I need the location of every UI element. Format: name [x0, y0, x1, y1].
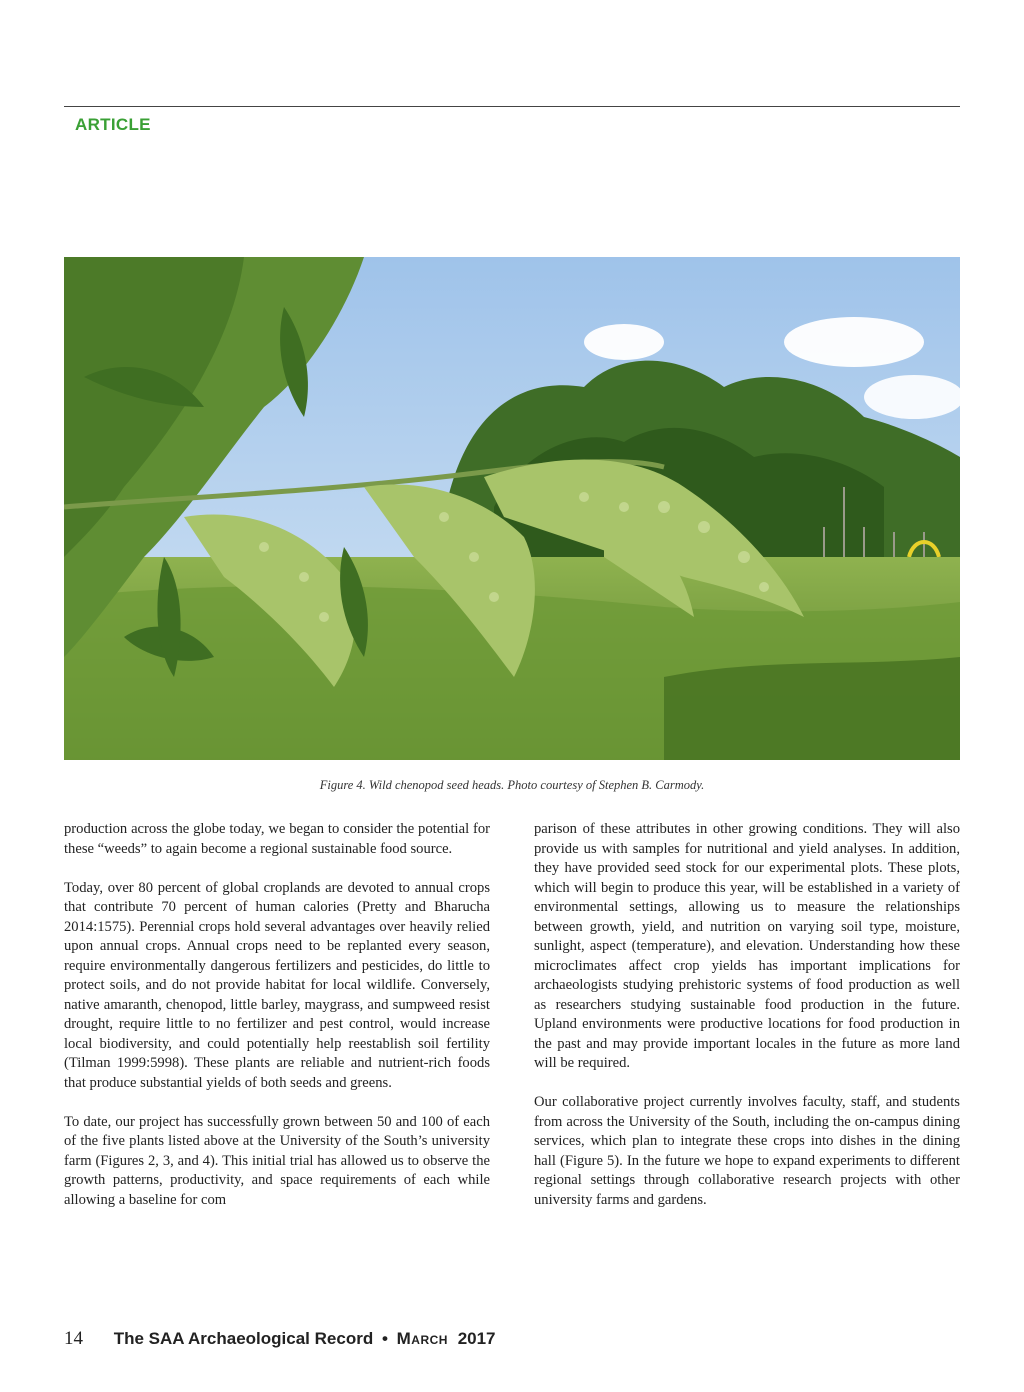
- section-label: ARTICLE: [75, 115, 151, 134]
- issue-month: March: [396, 1329, 448, 1348]
- paragraph: production across the globe today, we began to consider the potential for these “weeds” to again become a regional sustainable food source.: [64, 821, 490, 857]
- paragraph: Today, over 80 percent of global croplands are devoted to annual crops that contribute 70 percent of human calories (Pretty and Bharucha 2014:1575). Perennial crops hold several advantages over heavily relied upon annual crops. Annual crops need to be replanted every season, require environmentally dangerous fertilizers and pesticides, do little to protect soils, and do not provide habitat for local wildlife. Conversely, native amaranth, chenopod, little barley, maygrass, and sumpweed resist drought, require little to no fertilizer and pest control, would increase local biodiversity, and could potentially help reestablish soil fertility (Tilman 1999:5998). These plants are reliable and nutrient-rich foods that produce substantial yields of both seeds and greens.: [64, 879, 490, 1091]
- paragraph: parison of these attributes in other growing conditions. They will also provide us with samples for nutritional and yield analyses. In addition, they have provided seed stock for our experimental plots. These plots, which will begin to produce this year, will be established in a variety of environmental settings, allowing us to measure the relationships between growth, yield, and nutrition on varying soil type, moisture, sunlight, aspect (temperature), and elevation. Understanding how these microclimates affect crop yields has important implications for archaeologists studying prehistoric systems of food production as well as researchers studying sustainable food production in the future. Upland environments were productive locations for food production in the past and may provide important locales in the future as more land will be required.: [534, 821, 960, 1071]
- header-rule: [64, 106, 960, 107]
- paragraph: Our collaborative project currently involves faculty, staff, and students from across the University of the South, including the on-campus dining services, which plan to integrate these crops into dishes in the dining hall (Figure 5). In the future we hope to expand experiments to different regional settings through collaborative research projects with other university farms and gardens.: [534, 1094, 960, 1208]
- left-column: [64, 820, 490, 1230]
- issue-year: 2017: [457, 1329, 496, 1348]
- figure-photo: [64, 257, 960, 760]
- journal-title: The SAA Archaeological Record: [113, 1329, 374, 1348]
- page-footer: [64, 1328, 496, 1350]
- figure-caption: Figure 4. Wild chenopod seed heads. Photo courtesy of Stephen B. Carmody.: [319, 778, 705, 792]
- chenopod-photo-illustration: [64, 257, 960, 760]
- right-column: [534, 820, 960, 1230]
- footer-separator: •: [381, 1329, 388, 1348]
- paragraph: To date, our project has successfully grown between 50 and 100 of each of the five plants listed above at the University of the South’s university farm (Figures 2, 3, and 4). This initial trial has allowed us to observe the growth patterns, productivity, and space requirements of each while allowing a baseline for com: [64, 1113, 490, 1208]
- page-number: 14: [64, 1328, 83, 1349]
